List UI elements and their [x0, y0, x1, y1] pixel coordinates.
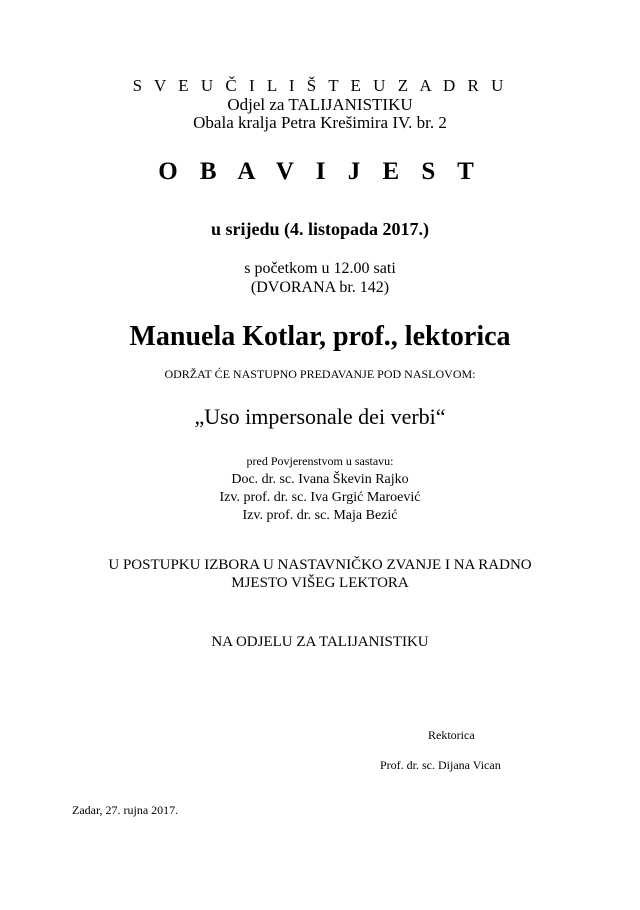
- committee-member: Doc. dr. sc. Ivana Škevin Rajko: [231, 472, 409, 487]
- procedure-line-2: MJESTO VIŠEG LEKTORA: [231, 575, 409, 591]
- department-address: Obala kralja Petra Krešimira IV. br. 2: [193, 113, 447, 132]
- signature-name: Prof. dr. sc. Dijana Vican: [380, 758, 501, 772]
- committee-intro: pred Povjerenstvom u sastavu:: [246, 454, 394, 468]
- lecture-title: „Uso impersonale dei verbi“: [194, 404, 446, 429]
- event-date: u srijedu (4. listopada 2017.): [210, 219, 430, 239]
- department-name: Odjel za TALIJANISTIKU: [227, 95, 413, 114]
- committee-member: Izv. prof. dr. sc. Iva Grgić Maroević: [219, 490, 421, 505]
- notice-title: O B A V I J E S T: [158, 158, 482, 185]
- event-time: s početkom u 12.00 sati: [244, 260, 396, 277]
- event-hall: (DVORANA br. 142): [250, 279, 390, 296]
- speaker-name: Manuela Kotlar, prof., lektorica: [129, 321, 511, 352]
- lecture-intro: ODRŽAT ĆE NASTUPNO PREDAVANJE POD NASLOVOM:: [164, 367, 476, 381]
- department-line: NA ODJELU ZA TALIJANISTIKU: [211, 634, 429, 650]
- place-and-date: Zadar, 27. rujna 2017.: [72, 803, 179, 817]
- procedure-line-1: U POSTUPKU IZBORA U NASTAVNIČKO ZVANJE I NA RADNO: [108, 557, 532, 573]
- committee-member: Izv. prof. dr. sc. Maja Bezić: [242, 508, 398, 523]
- university-name: S V E U Č I L I Š T E U Z A D R U: [132, 76, 508, 95]
- signature-role: Rektorica: [428, 728, 475, 742]
